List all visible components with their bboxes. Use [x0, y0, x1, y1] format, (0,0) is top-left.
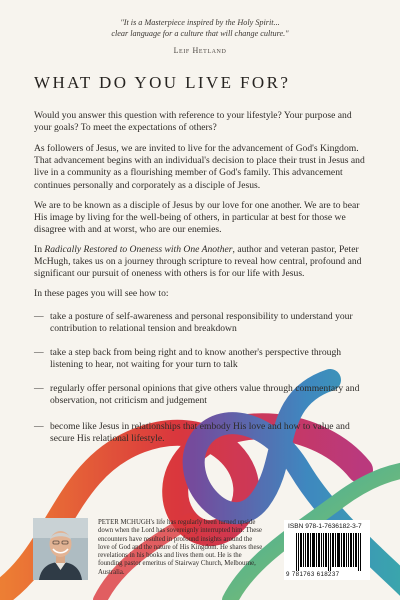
barcode-icon [296, 533, 362, 571]
list-item-text: regularly offer personal opinions that give others value through commentary and observation, not criticism and judgement [50, 383, 360, 407]
isbn-label: ISBN 978-1-7636182-3-7 [288, 523, 362, 530]
endorsement-author: Leif Hetland [173, 46, 227, 55]
author-bio: PETER MCHUGH's life has regularly been turned upside down when the Lord has sovereignly interrupted him. These encounters have resulted in profound insights around the love of God and the nature of His Kingdom. He shares these revelations in his books and lives them out. He is the founding pastor emeritus of Stairway Church, Melbourne, Australia. [98, 519, 263, 576]
list-item-text: become like Jesus in relationships that embody His love and how to value and secure His relational lifestyle. [50, 421, 350, 445]
paragraph-4-prefix: In [34, 244, 45, 255]
author-photo [33, 518, 88, 580]
paragraph-1: Would you answer this question with reference to your lifestyle? Your purpose and your goals? To meet the expectations of others? [34, 110, 352, 134]
bullet-dash: — [34, 347, 44, 358]
paragraph-4-suffix: , author and veteran pastor, Peter McHugh, takes us on a journey through scripture to reveal how central, profound and significant our pursuit of oneness with others is for our life with Jesus. [34, 244, 362, 280]
quote-line-1: "It is a Masterpiece inspired by the Holy Spirit... [120, 18, 280, 27]
paragraph-5: In these pages you will see how to: [34, 288, 169, 299]
bullet-dash: — [34, 421, 44, 432]
list-item-text: take a posture of self-awareness and personal responsibility to understand your contribution to relational tension and breakdown [50, 311, 353, 335]
list-item-text: take a step back from being right and to know another's perspective through listening to hear, not waiting for your turn to talk [50, 347, 342, 371]
book-title-italic: Radically Restored to Oneness with One Another [44, 244, 233, 255]
bullet-dash: — [34, 311, 44, 322]
bullet-dash: — [34, 383, 44, 394]
paragraph-4 [34, 244, 370, 281]
paragraph-3: We are to be known as a disciple of Jesus by our love for one another. We are to bear His image by living for the well-being of others, in particular at best for those we disagree with and at worst, who are our enemies. [34, 200, 360, 236]
endorsement-quote [60, 18, 340, 39]
quote-line-2: clear language for a culture that will change culture." [111, 28, 289, 38]
barcode-digits: 9 781763 618237 [286, 571, 340, 578]
headline: WHAT DO YOU LIVE FOR? [34, 73, 291, 92]
author-portrait-icon [33, 518, 88, 580]
paragraph-2: As followers of Jesus, we are invited to live for the advancement of God's Kingdom. That advancement begins with an individual's decision to place their trust in Jesus and live in a community as a flourishing member of God's family. This advancement continues personally and corporately as a disciple of Jesus. [34, 143, 365, 191]
